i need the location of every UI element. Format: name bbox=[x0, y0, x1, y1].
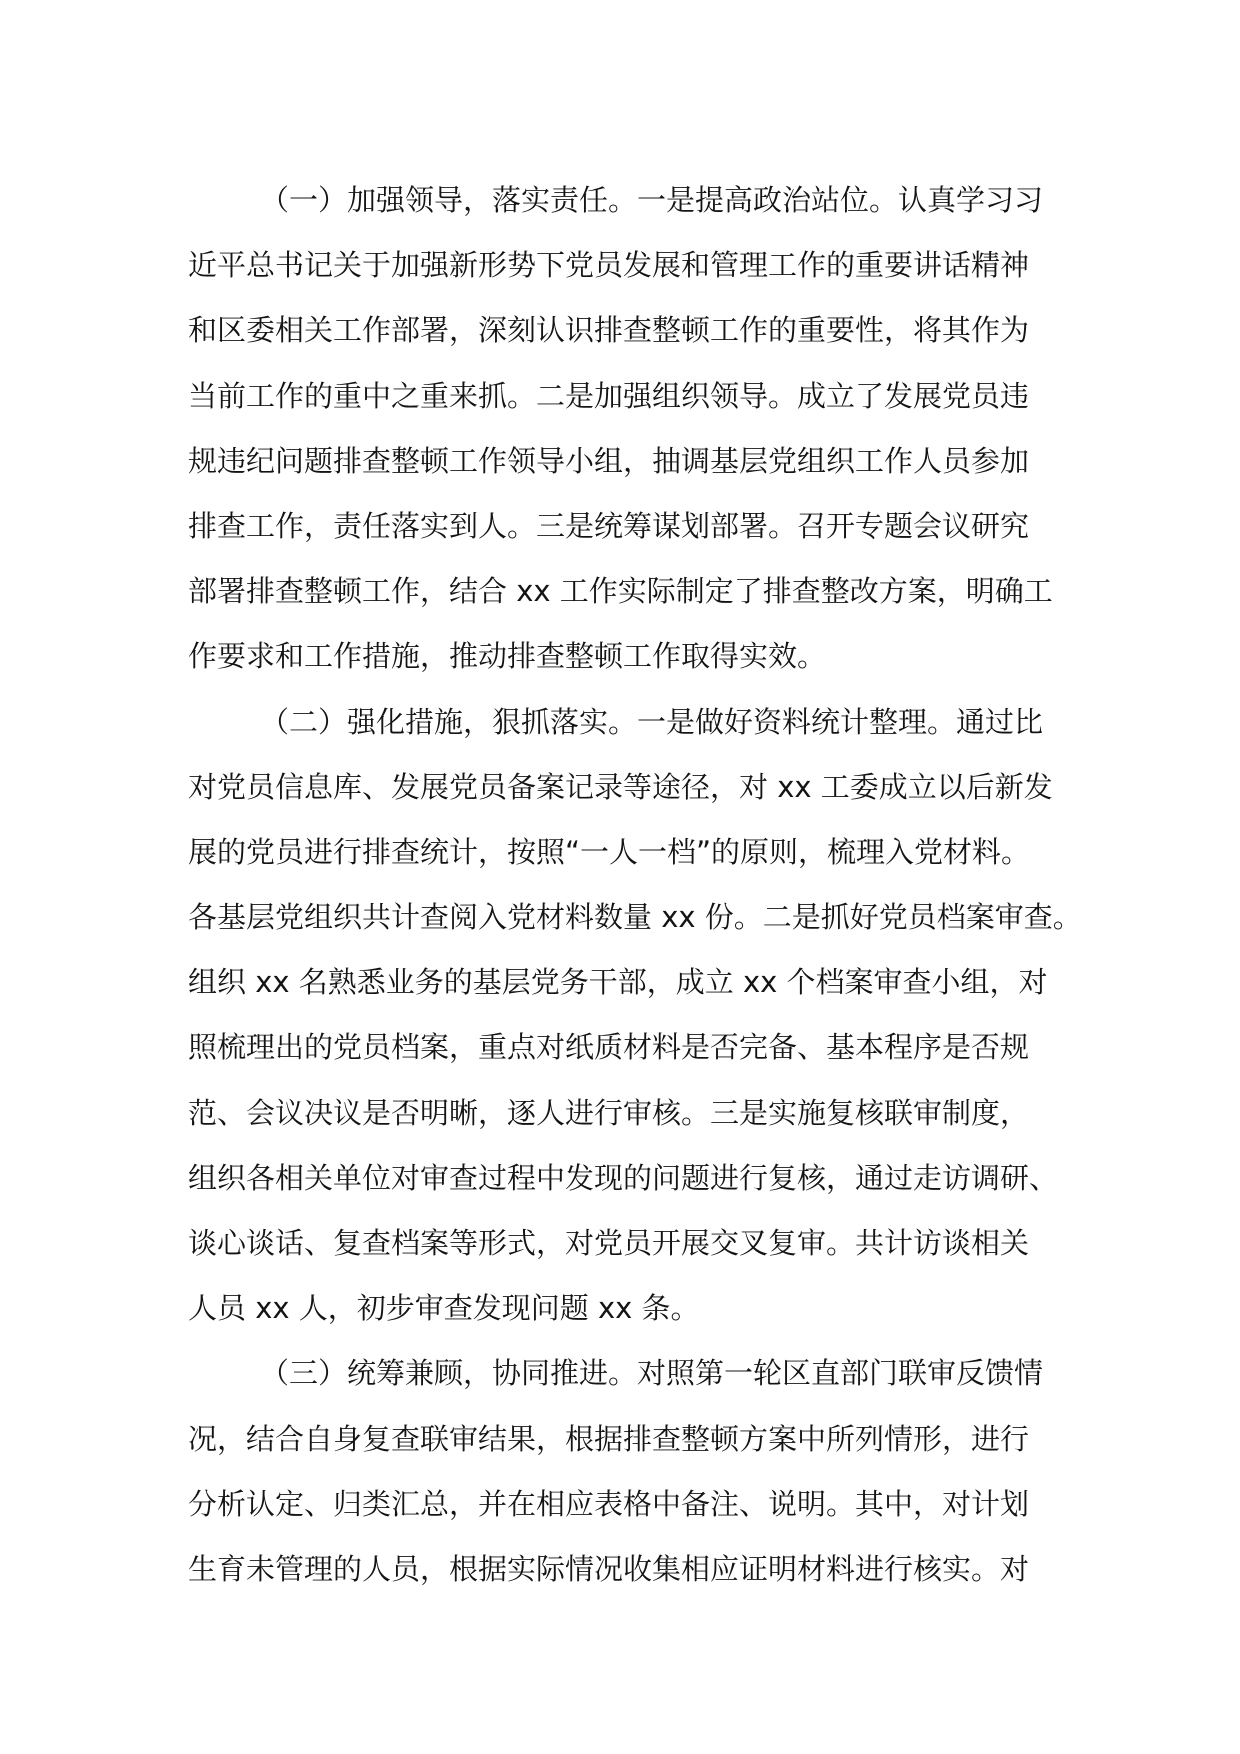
paragraph-1-line-2: 近平总书记关于加强新形势下党员发展和管理工作的重要讲话精神 bbox=[188, 248, 1030, 283]
paragraph-2-line-8: 组织各相关单位对审查过程中发现的问题进行复核，通过走访调研、 bbox=[188, 1160, 1059, 1195]
paragraph-3-line-2: 况，结合自身复查联审结果，根据排查整顿方案中所列情形，进行 bbox=[188, 1421, 1030, 1456]
document-body bbox=[188, 168, 1082, 1602]
paragraph-1-line-6: 排查工作，责任落实到人。三是统筹谋划部署。召开专题会议研究 bbox=[188, 508, 1030, 543]
paragraph-1-line-8: 作要求和工作措施，推动排查整顿工作取得实效。 bbox=[188, 639, 827, 674]
paragraph-1-line-4: 当前工作的重中之重来抓。二是加强组织领导。成立了发展党员违 bbox=[188, 378, 1030, 413]
paragraph-2-line-1: （二）强化措施，狠抓落实。一是做好资料统计整理。通过比 bbox=[260, 704, 1044, 739]
paragraph-2-line-5: 组织 xx 名熟悉业务的基层党务干部，成立 xx 个档案审查小组，对 bbox=[188, 965, 1048, 1000]
paragraph-1-line-1: （一）加强领导，落实责任。一是提高政治站位。认真学习习 bbox=[260, 183, 1044, 217]
paragraph-1-line-5: 规违纪问题排查整顿工作领导小组，抽调基层党组织工作人员参加 bbox=[188, 443, 1030, 478]
paragraph-2-line-6: 照梳理出的党员档案，重点对纸质材料是否完备、基本程序是否规 bbox=[188, 1030, 1030, 1065]
paragraph-2-line-4: 各基层党组织共计查阅入党材料数量 xx 份。二是抓好党员档案审查。 bbox=[188, 900, 1082, 935]
paragraph-2-line-3: 展的党员进行排查统计，按照“一人一档”的原则，梳理入党材料。 bbox=[188, 834, 1031, 869]
paragraph-3-line-4: 生育未管理的人员，根据实际情况收集相应证明材料进行核实。对 bbox=[188, 1551, 1030, 1586]
paragraph-2-line-9: 谈心谈话、复查档案等形式，对党员开展交叉复审。共计访谈相关 bbox=[188, 1226, 1030, 1260]
paragraph-3-line-1: （三）统筹兼顾，协同推进。对照第一轮区直部门联审反馈情 bbox=[260, 1356, 1044, 1391]
paragraph-1-line-3: 和区委相关工作部署，深刻认识排查整顿工作的重要性，将其作为 bbox=[188, 313, 1030, 348]
paragraph-3-line-3: 分析认定、归类汇总，并在相应表格中备注、说明。其中，对计划 bbox=[188, 1486, 1030, 1521]
paragraph-2-line-7: 范、会议决议是否明晰，逐人进行审核。三是实施复核联审制度， bbox=[188, 1095, 1030, 1130]
paragraph-2-line-10: 人员 xx 人，初步审查发现问题 xx 条。 bbox=[188, 1291, 700, 1326]
paragraph-1-line-7: 部署排查整顿工作，结合 xx 工作实际制定了排查整改方案，明确工 bbox=[188, 574, 1053, 609]
paragraph-2-line-2: 对党员信息库、发展党员备案记录等途径，对 xx 工委成立以后新发 bbox=[188, 769, 1053, 804]
